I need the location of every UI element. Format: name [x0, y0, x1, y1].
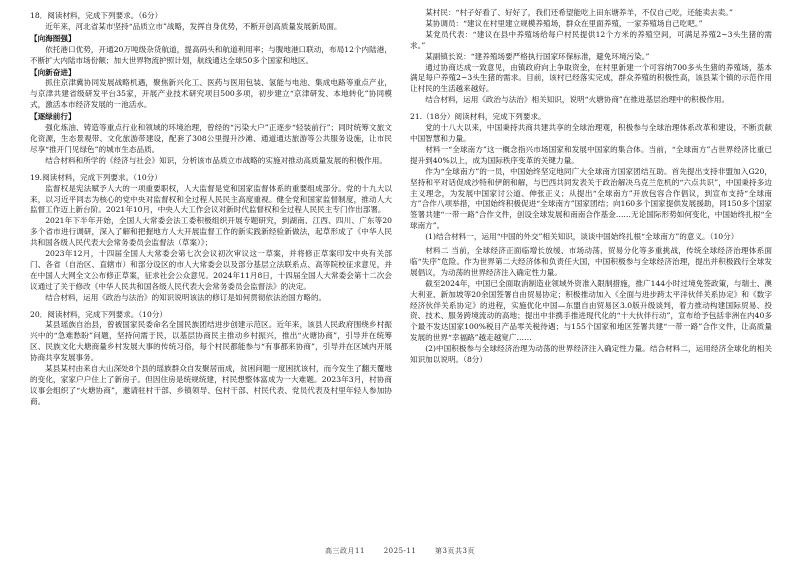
page-footer — [0, 546, 800, 556]
question-20-dialog-2: 某协调员：“建议在村里建立规模养殖场，群众在里面养殖，一家养殖场自己吃吧。” — [425, 18, 703, 28]
question-18-intro: 近年来，河北省某市坚持“品质立市”战略，发挥自身优势，不断开创高质量发展新局面。 — [45, 21, 342, 31]
question-20-dialog-4: 某副镇长说：“建养殖场要严格执行国家环保标准，避免环境污染。” — [425, 51, 650, 61]
question-21-material-1b: 作为“全球南方”的一员，中国始终坚定地同广大全球南方国家团结互助。首先提出支持非盟加入G20，坚持和平对话促成沙特和伊朗和解，与巴西共同发表关于政治解决乌克兰危机的“六点共识”，中国秉持多边主义理念，为发展中国家讨公道、伸张正义；从提出“全球南方”开放包容合作倡议，到宣布支持“全球南方”合作八项举措，中国始终积极促进“全球南方”国家团结；向160多个国家提供发展援助，同150多个国家签署共建“一带一路”合作文件，创设全球发展和南南合作基金……无论国际形势如何变化，中国始终扎根“全球南方”。 — [410, 166, 772, 231]
footer-exam-name: 高三政月11 — [325, 547, 365, 555]
question-20-title: 20．阅读材料，完成下列要求。（10分） — [30, 309, 168, 319]
left-column — [30, 8, 392, 408]
question-19-para-1: 监督权是宪法赋予人大的一项重要职权，人大监督是党和国家监督体系的重要组成部分。党的十九大以来，以习近平同志为核心的党中央对监督权和全过程人民民主高度重视。健全党和国家监督制度，推动人大监督工作迈上新台阶。2021年10月，中央人大工作会议对新时代监督权和全过程人民民主专门作出部署。 — [30, 183, 392, 215]
section-text-new: 抓住京津冀协同发展战略机遇，聚焦新兴化工、医药与医用包装、氢能与电池、集成电路等重点产业，与京津共建省级研发平台35家，开展产业技术研究项目500多项，初步建立“京津研发、本地转化”协同模式，激活本市经济发展的一池活水。 — [30, 78, 392, 110]
question-20-dialog-1: 某村民：“村子好看了、好好了，我们还希望能吃上田东塘养羊，不仅自己吃，还能卖去卖。” — [425, 8, 733, 17]
question-19-title: 19.阅读材料，完成下列要求。（10分） — [30, 172, 162, 182]
question-20-dialog-3: 某党员代表：“建议在县中养殖场给每户村民提供12个方米的养殖空间，可满足养殖2~3头生猪的需求。” — [410, 29, 772, 50]
section-heading-new: 【向新奋进】 — [30, 67, 76, 77]
question-20-para-2: 某县某村由来自大山深处8个县的瑶族群众自发聚居而成，贫困问题一度困扰该村，而今发生了翻天覆地的变化，家家户户住上了新房子。但因住房是统规统建，村民想整体富成为一大难题。2023年3月，村协商议事会组织了“火塘协商”，邀请驻村干部、乡镇领导、包村干部、村民代表、党员代表及村里年轻人参加协商。 — [30, 364, 392, 406]
question-21-material-2: 材料二 当前，全球经济正面临增长放缓、市场动荡、贸易分化等多重挑战，传统全球经济治理体系面临“失序”危险。作为世界第二大经济体和负责任大国，中国积极参与全球经济治理，提出并积极践行全球发展倡议，为动荡的世界经济注入确定性力量。 — [410, 246, 772, 277]
question-20-requirement: 结合材料，运用《政治与法治》相关知识，说明“火塘协商”在推进基层治理中的积极作用。 — [425, 95, 730, 105]
question-18-title: 18．阅读材料，完成下列要求。（6分） — [30, 11, 163, 20]
question-21-requirement-2: (2)中国积极参与全球经济治理为动荡的世界经济注入确定性力量。结合材料二，运用经济全球化的相关知识加以说明。（8分） — [410, 344, 772, 365]
section-text-sea: 依托港口优势，开通20万吨级杂货航道，提高码头和航道利用率；与腹地港口联动，布局12个内陆港，不断扩大内陆市场份额；加大世界物流护照计划，航线通达全球50多个国家和地区。 — [30, 44, 392, 65]
question-19-requirement: 结合材料，运用《政治与法治》的知识说明该法的修订是如何贯彻依法治国方略的。 — [45, 292, 327, 302]
question-20-para-1: 某县瑶族自治县，曾被国家民委命名全国民族团结进步创建示范区。近年来，该县人民政府围绕乡村振兴中的“急难愁盼”问题，坚持问需于民，以基层协商民主推动乡村振兴，推出“火塘协商”，引导并在统筹区、民族文化大塘商量乡村发展大事的传统习俗，每个村民都能参与“有事都来协商”，引导并在区域内开展协商共享发展事务。 — [30, 320, 392, 363]
footer-date: 2025-11 — [383, 547, 417, 555]
question-20-para-3: 通过协商达成一致意见，由镇政府向上争取资金，在村里新建一个可容纳700多头生猪的养殖场，基本满足每户养殖2~3头生猪的需求。目前，该村已经落实完成，群众养殖的积极性高，该县某个镇的示范作用让村民的生活越来越好。 — [410, 62, 772, 94]
question-19-para-3: 2023年12月，十四届全国人大常委会第七次会议初次审议这一草案，并将修正草案印发中央有关部门、各省（自治区、直辖市）和部分设区的市人大常委会以及部分基层立法联系点、高等院校征求意见，并在中国人大网全文公布修正草案，征求社会公众意见。2024年11月8日，十四届全国人大常委会第十二次会议通过了关于修改《中华人民共和国各级人民代表大会常务委员会监督法》的决定。 — [30, 249, 392, 291]
question-21-requirement-1: (1)结合材料一，运用“中国的外交”相关知识，谈谈中国始终扎根“全球南方”的意义。（10分） — [425, 232, 739, 242]
question-19-para-2: 2021年下半年开始，全国人大常委会法工委积极组织开展专题研究，到湖南、江西、四川、广东等20多个省市进行调研，深入了解和把握地方人大开展监督工作的新实践新经验新做法，起草形成了《中华人民共和国各级人民代表大会常务委员会监督法（草案）》； — [30, 216, 392, 248]
section-heading-green: 【逐绿前行】 — [30, 112, 76, 122]
question-18-requirement: 结合材料和所学的《经济与社会》知识，分析该市品质立市战略的实施对推动高质量发展的积极作用。 — [45, 155, 387, 165]
footer-page-number: 第3页共3页 — [435, 547, 475, 555]
section-text-green: 强化炼油、铸造等重点行业和领域的环境治理，曾经的“污染大户”正逐步“轻装前行”；同时统筹文旅文化资源，生态景观带、文化旅游带建设，配套了308公里提升沙滩、通道通达旅游等公共服务设施，让市民尽享“推开门见绿色”的城市生态品质。 — [30, 123, 392, 154]
question-21-material-1: 材料一“全球南方”这一概念指兴市场国家和发展中国家的集合体。当前，“全球南方”占世界经济比重已提升到40%以上，成为国际秩序变革的关键力量。 — [410, 144, 772, 165]
right-column — [410, 8, 772, 366]
question-21-intro: 党的十八大以来，中国秉持共商共建共享的全球治理观，积极参与全球治理体系改革和建设，不断贡献中国智慧和力量。 — [410, 123, 772, 143]
question-21-material-2b: 截至2024年，中国已全面取消制造业领域外资准入限制措施，推广144小时过境免签政策，与瑞士、澳大利亚、新加坡等20余国签署自由贸易协定；积极推动加入《全面与进步跨太平洋伙伴关系协定》和《数字经济伙伴关系协定》的进程，实施优化中国—东盟自由贸易区3.0版升级谈判，着力推动构建国际贸易、投资、技术、服务跨境流动的高地；提出中非携手推进现代化的“十大伙伴行动”，宣布给予包括非洲在内40多个最不发达国家100%税目产品零关税待遇；与155个国家和地区签署共建“一带一路”合作文件，让高质量发展的世界“幸福路”越走越宽广…… — [410, 278, 772, 343]
section-heading-sea: 【向海图强】 — [30, 33, 76, 43]
question-21-title: 21.（18分）阅读材料，完成下列要求。 — [410, 112, 546, 122]
